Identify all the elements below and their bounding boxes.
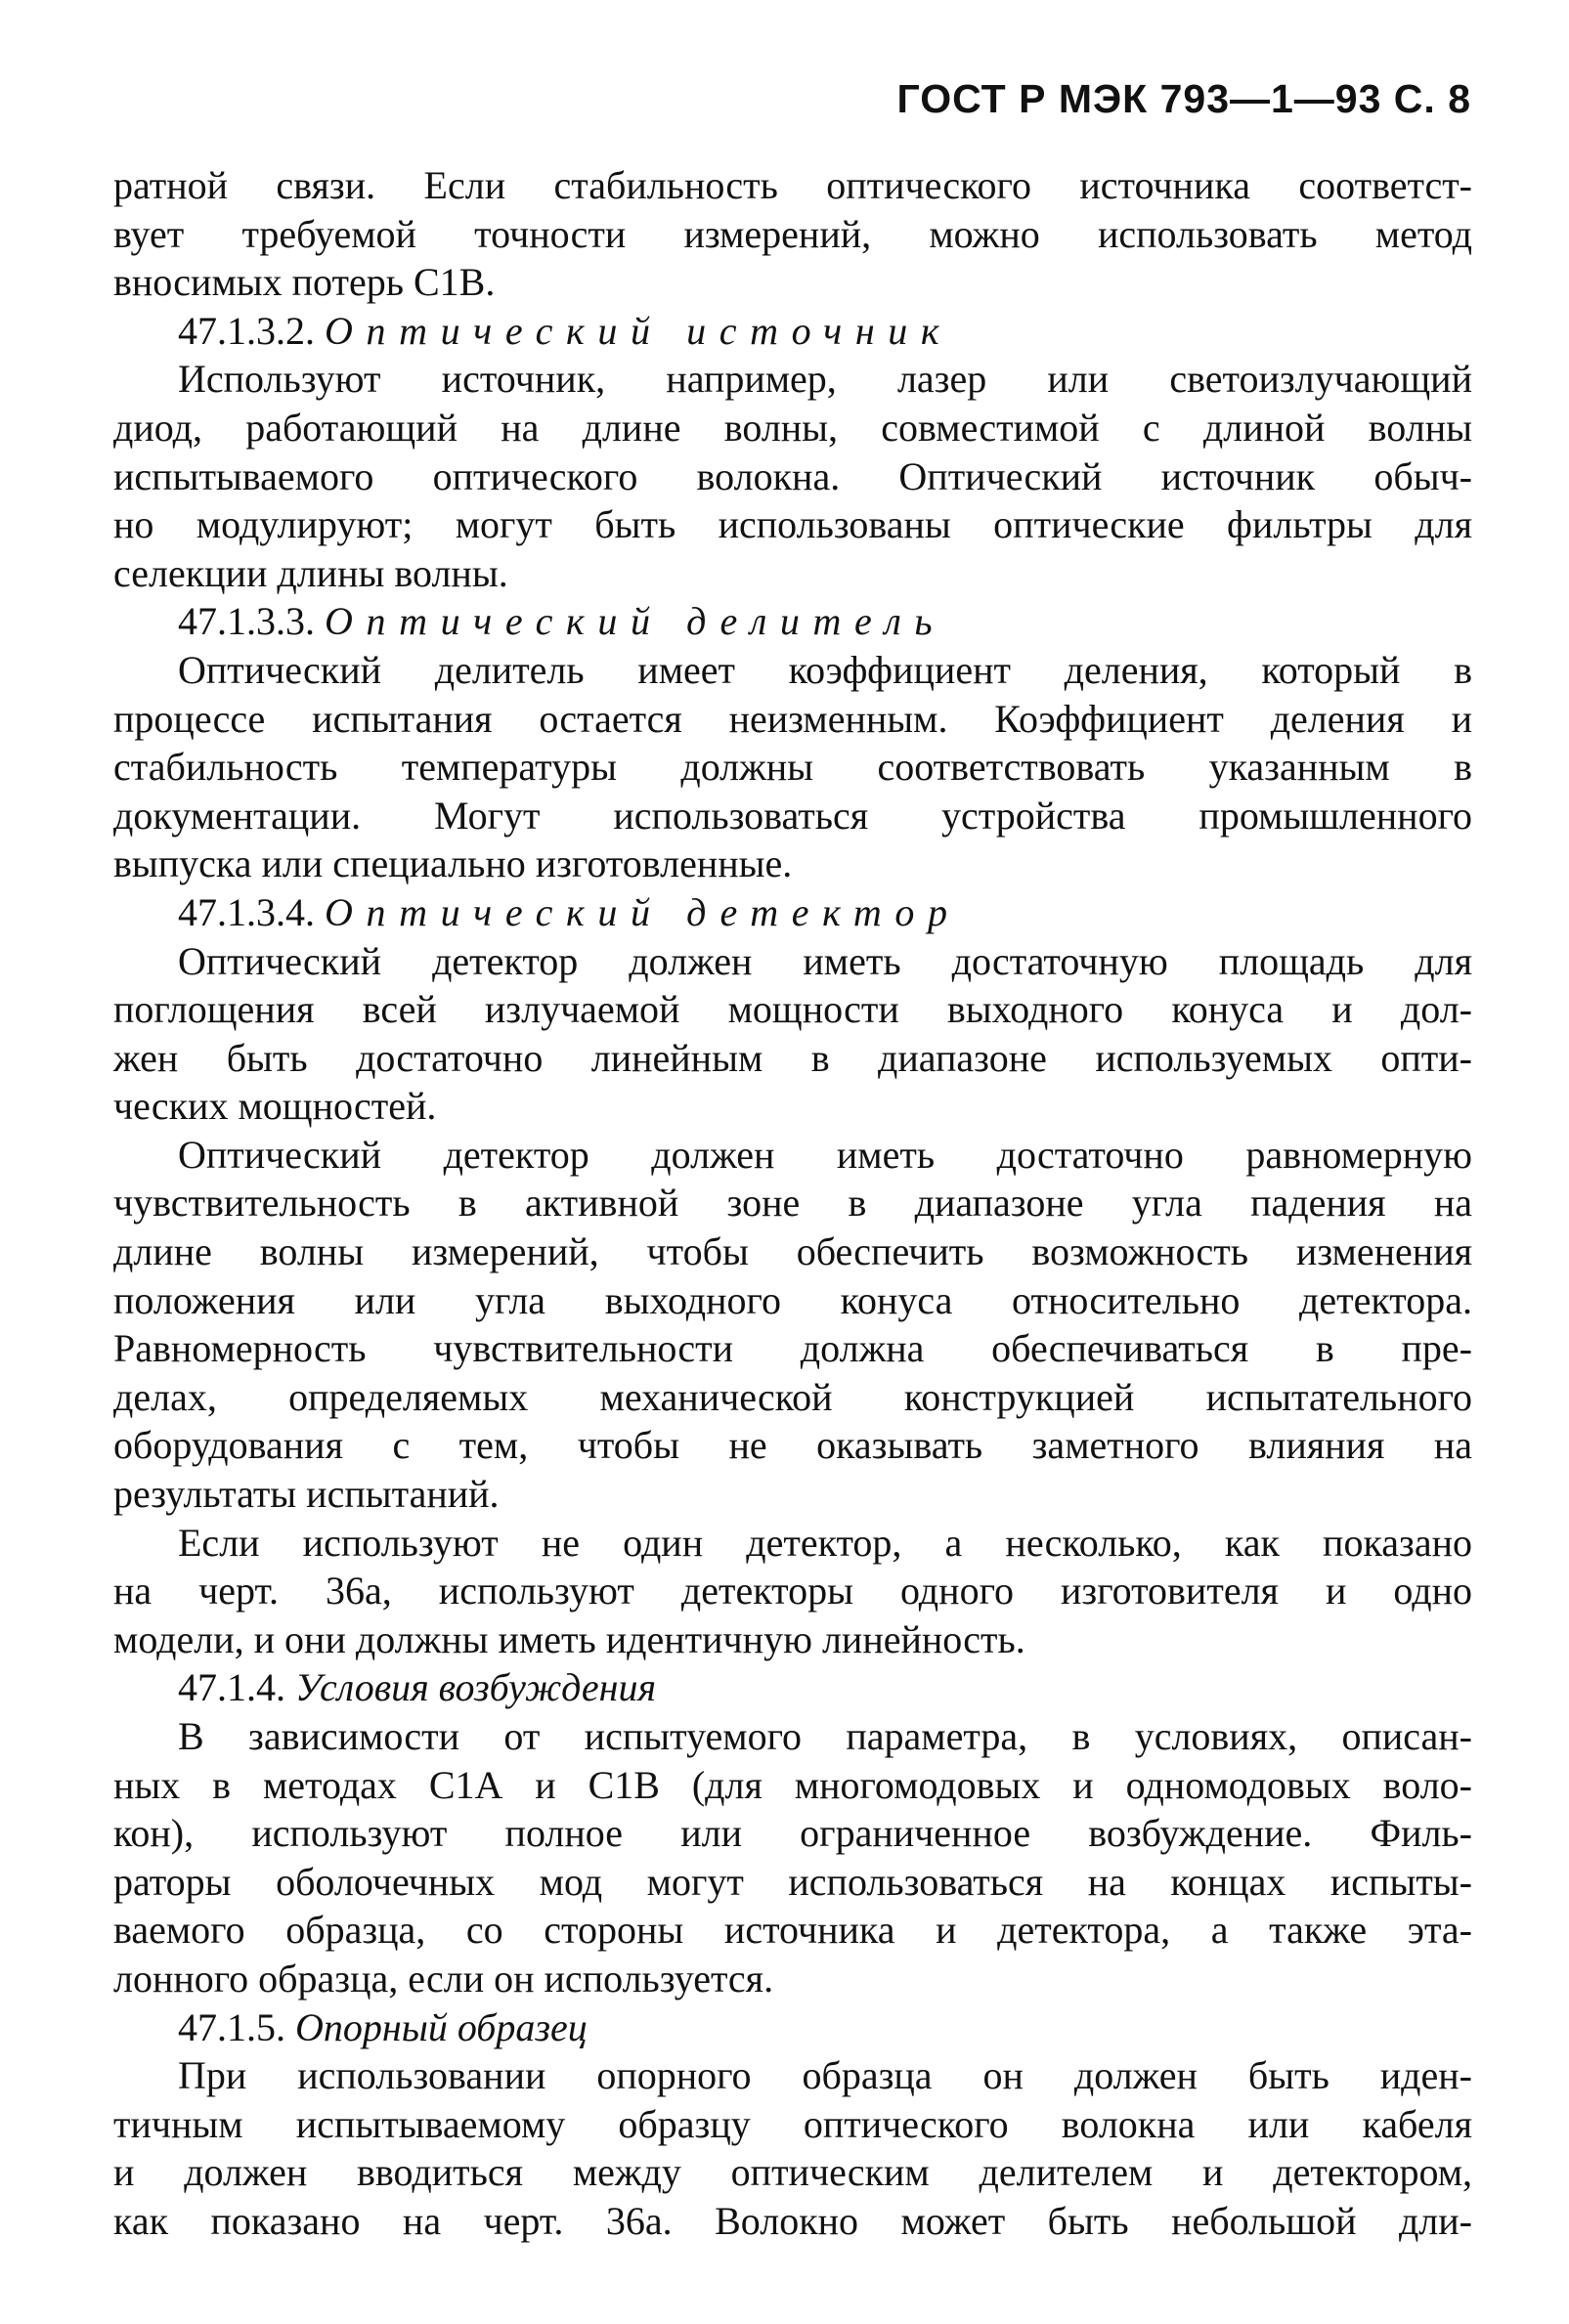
section-number: 47.1.4. bbox=[178, 1665, 285, 1710]
text-line: положения или угла выходного конуса относительно детектора. bbox=[113, 1277, 1472, 1322]
text-line: вносимых потерь С1В. bbox=[113, 260, 496, 305]
section-title: Оптический делитель bbox=[325, 599, 946, 644]
section-number: 47.1.5. bbox=[178, 2004, 285, 2049]
section-heading-47-1-3-3 bbox=[113, 597, 1472, 646]
text-line: документации. Могут использоваться устройства промышленного bbox=[113, 793, 1472, 838]
section-title: Оптический детектор bbox=[325, 889, 961, 934]
section-heading-47-1-4 bbox=[113, 1663, 1472, 1712]
text-line: кон), используют полное или ограниченное возбуждение. Филь- bbox=[113, 1811, 1472, 1856]
text-line: Оптический делитель имеет коэффициент деления, который в bbox=[178, 647, 1472, 692]
text-line: ваемого образца, со стороны источника и детектора, а также эта- bbox=[113, 1908, 1472, 1953]
body-text bbox=[113, 161, 1472, 2246]
text-line: модели, и они должны иметь идентичную линейность. bbox=[113, 1616, 1025, 1661]
text-line: выпуска или специально изготовленные. bbox=[113, 841, 793, 886]
section-title: Оптический источник bbox=[325, 308, 953, 353]
text-line: чувствительность в активной зоне в диапазоне угла падения на bbox=[113, 1181, 1472, 1226]
text-line: При использовании опорного образца он должен быть иден- bbox=[178, 2053, 1472, 2098]
text-line: но модулируют; могут быть использованы оптические фильтры для bbox=[113, 502, 1472, 547]
text-line: процессе испытания остается неизменным. Коэффициент деления и bbox=[113, 696, 1472, 741]
section-title: Условия возбуждения bbox=[295, 1665, 657, 1710]
section-title: Опорный образец bbox=[295, 2004, 588, 2049]
text-line: делах, определяемых механической конструкцией испытательного bbox=[113, 1374, 1472, 1419]
text-line: стабильность температуры должны соответствовать указанным в bbox=[113, 745, 1472, 790]
text-line: вует требуемой точности измерений, можно использовать метод bbox=[113, 211, 1472, 256]
section-number: 47.1.3.2. bbox=[178, 308, 315, 353]
text-line: лонного образца, если он используется. bbox=[113, 1956, 774, 2001]
text-line: Используют источник, например, лазер или светоизлучающий bbox=[178, 357, 1472, 402]
text-line: Оптический детектор должен иметь достаточную площадь для bbox=[178, 938, 1472, 983]
text-line: Если используют не один детектор, а несколько, как показано bbox=[178, 1520, 1472, 1565]
section-number: 47.1.3.3. bbox=[178, 599, 315, 644]
text-line: ратной связи. Если стабильность оптического источника соответст- bbox=[113, 163, 1472, 207]
text-line: Оптический детектор должен иметь достаточно равномерную bbox=[178, 1132, 1472, 1177]
text-line: длине волны измерений, чтобы обеспечить возможность изменения bbox=[113, 1229, 1472, 1274]
running-header: ГОСТ Р МЭК 793—1—93 С. 8 bbox=[896, 76, 1471, 121]
text-line: ных в методах С1А и С1В (для многомодовых и одномодовых воло- bbox=[113, 1762, 1472, 1807]
text-line: оборудования с тем, чтобы не оказывать заметного влияния на bbox=[113, 1423, 1472, 1468]
text-line: жен быть достаточно линейным в диапазоне используемых опти- bbox=[113, 1035, 1472, 1080]
text-line: результаты испытаний. bbox=[113, 1472, 500, 1517]
text-line: тичным испытываемому образцу оптического волокна или кабеля bbox=[113, 2101, 1472, 2146]
section-heading-47-1-5 bbox=[113, 2003, 1472, 2052]
text-line: испытываемого оптического волокна. Оптический источник обыч- bbox=[113, 453, 1472, 498]
section-heading-47-1-3-4 bbox=[113, 888, 1472, 937]
text-line: В зависимости от испытуемого параметра, в условиях, описан- bbox=[178, 1714, 1472, 1758]
section-heading-47-1-3-2 bbox=[113, 307, 1472, 356]
text-line: раторы оболочечных мод могут использоваться на концах испыты- bbox=[113, 1859, 1472, 1904]
text-line: ческих мощностей. bbox=[113, 1084, 437, 1129]
section-number: 47.1.3.4. bbox=[178, 889, 315, 934]
text-line: Равномерность чувствительности должна обеспечиваться в пре- bbox=[113, 1326, 1472, 1371]
text-line: как показано на черт. 36а. Волокно может быть небольшой дли- bbox=[113, 2198, 1472, 2243]
text-line: и должен вводиться между оптическим делителем и детектором, bbox=[113, 2150, 1472, 2195]
text-line: диод, работающий на длине волны, совместимой с длиной волны bbox=[113, 405, 1472, 450]
text-line: на черт. 36а, используют детекторы одного изготовителя и одно bbox=[113, 1569, 1472, 1614]
text-line: поглощения всей излучаемой мощности выходного конуса и дол- bbox=[113, 987, 1472, 1032]
text-line: селекции длины волны. bbox=[113, 550, 508, 595]
